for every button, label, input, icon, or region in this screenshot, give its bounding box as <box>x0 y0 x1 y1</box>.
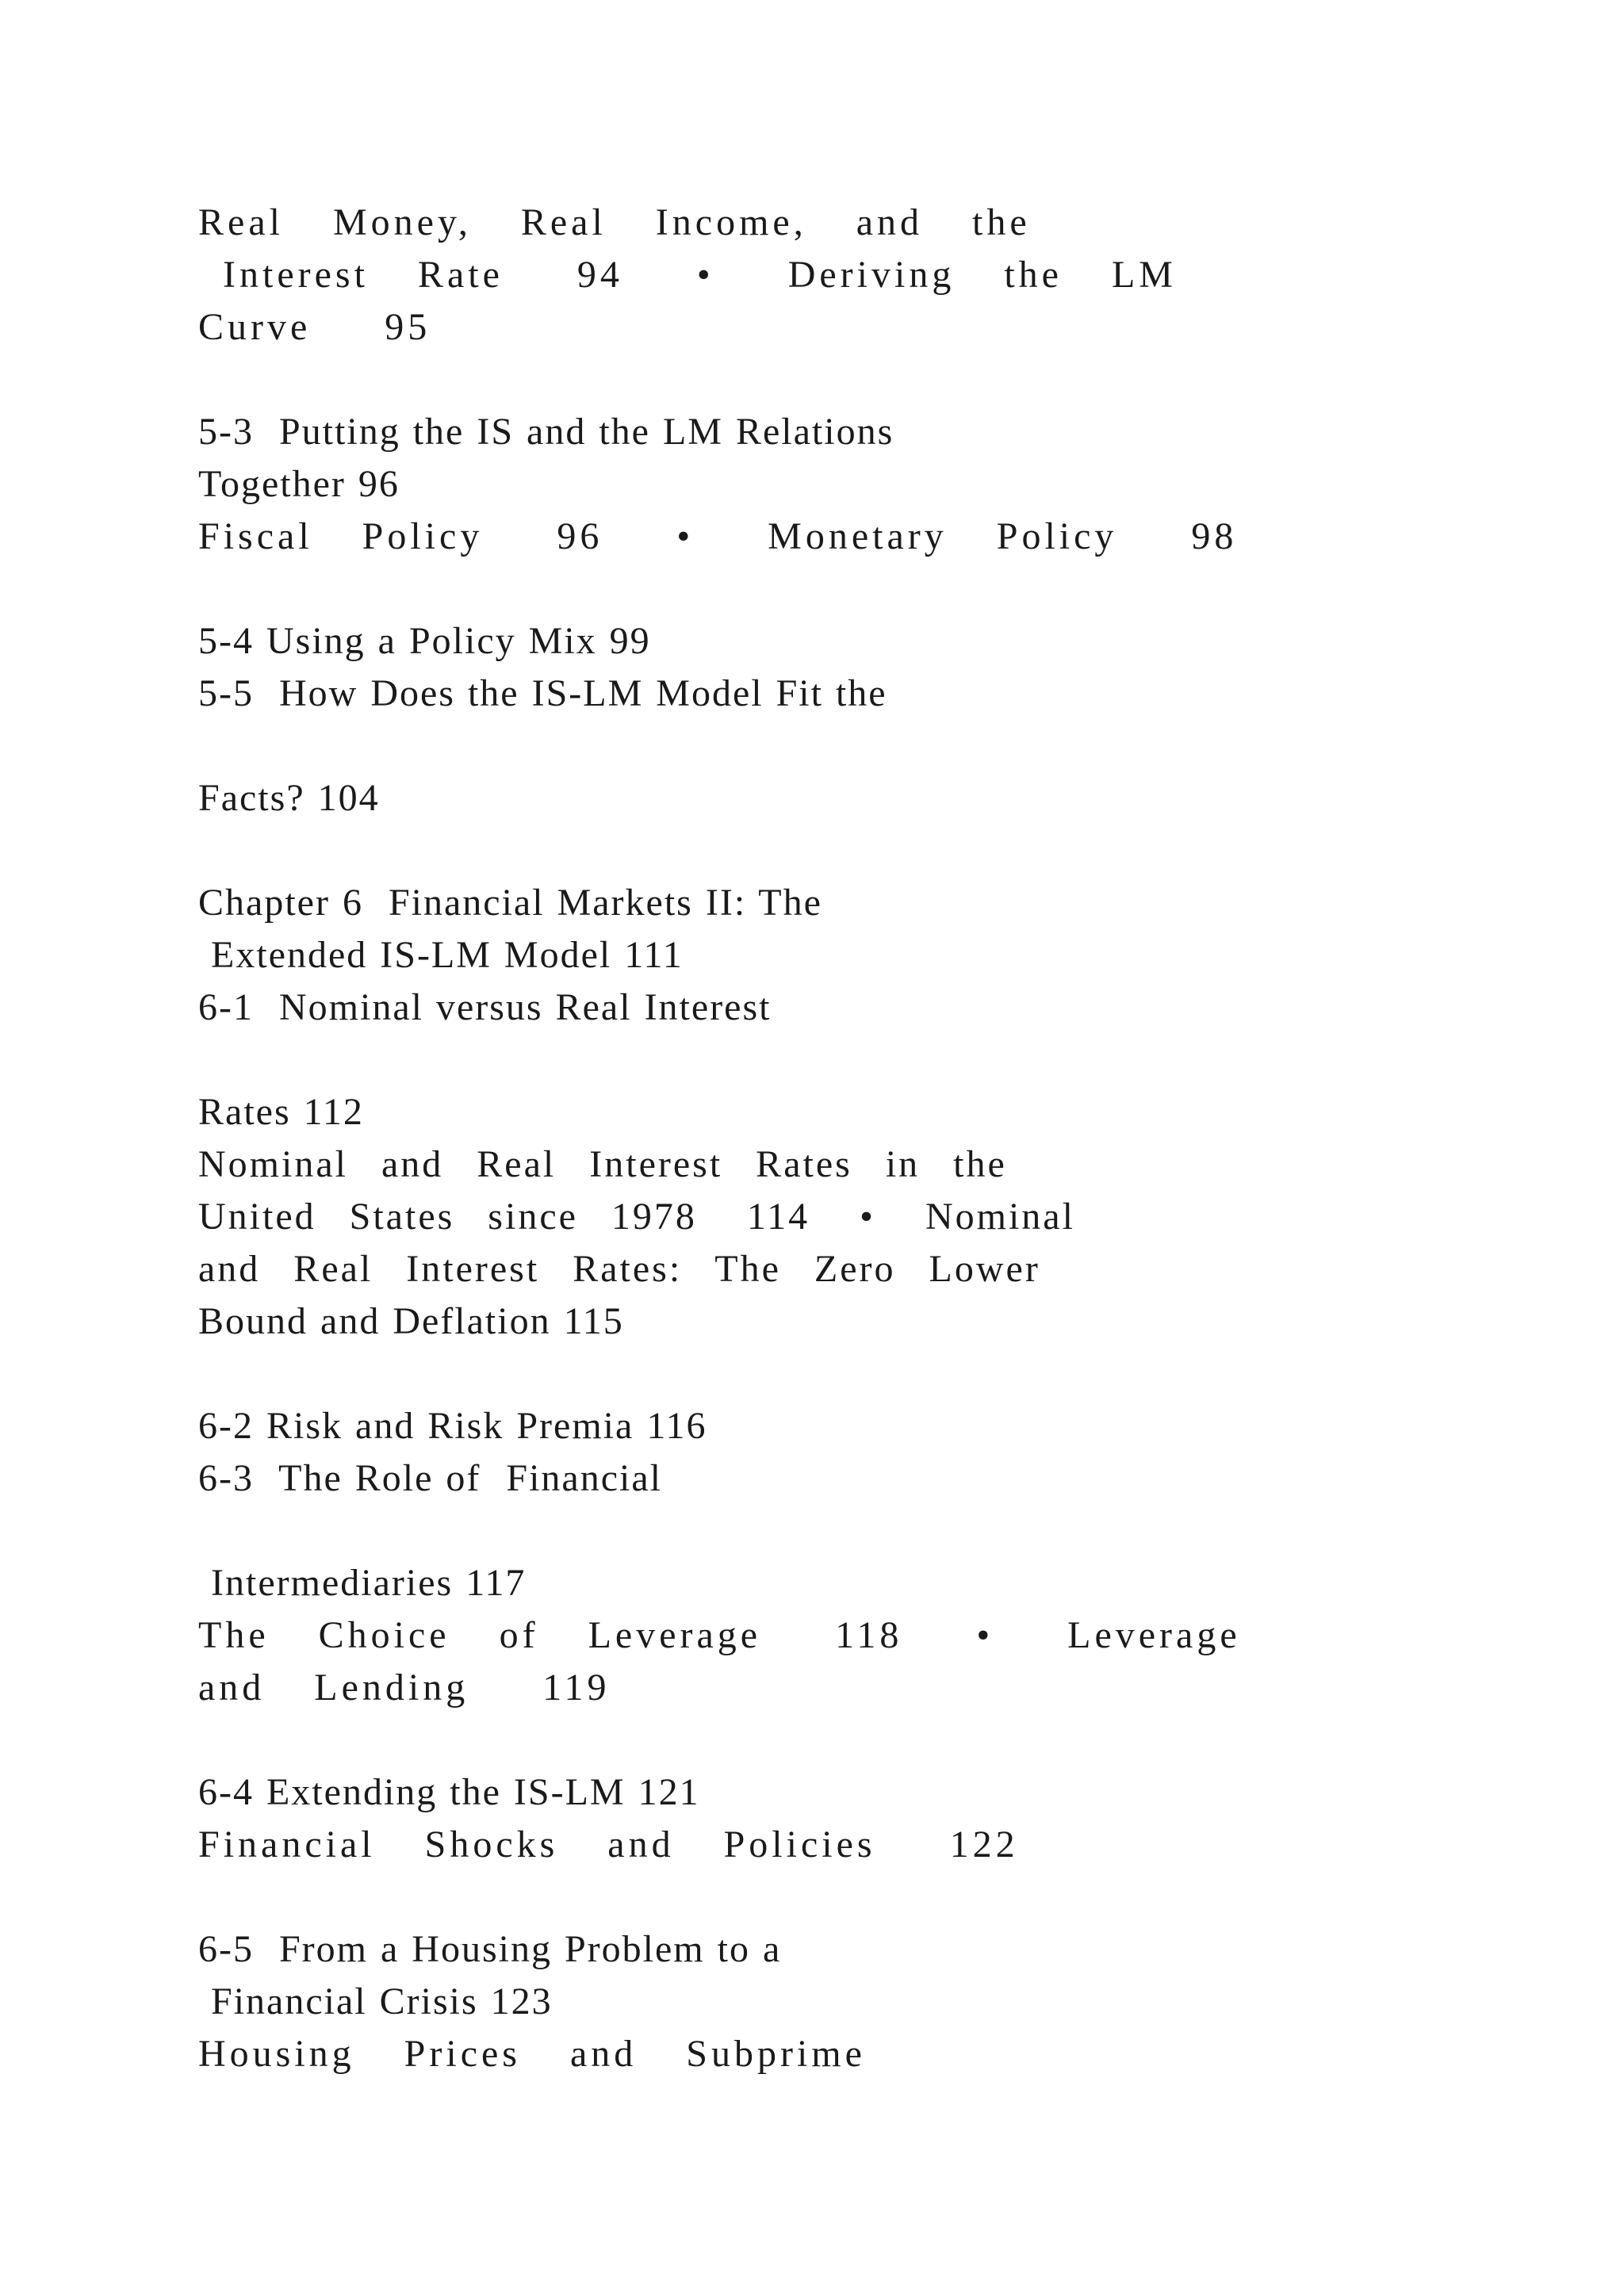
text-line: and Lending 119 <box>198 1667 611 1709</box>
text-line: Extended IS-LM Model 111 <box>198 934 684 976</box>
text-line: 6-2 Risk and Risk Premia 116 <box>198 1405 707 1447</box>
text-line: 5-4 Using a Policy Mix 99 <box>198 620 651 662</box>
text-line: 6-4 Extending the IS-LM 121 <box>198 1771 700 1813</box>
text-line: Interest Rate 94 • Deriving the LM <box>198 254 1177 296</box>
text-line: 6-5 From a Housing Problem to a <box>198 1928 782 1970</box>
text-line: 6-3 The Role of Financial <box>198 1457 662 1499</box>
text-line: Intermediaries 117 <box>198 1562 527 1604</box>
text-line: Fiscal Policy 96 • Monetary Policy 98 <box>198 515 1238 557</box>
text-line: Real Money, Real Income, and the <box>198 201 1031 243</box>
text-line: Chapter 6 Financial Markets II: The <box>198 882 822 924</box>
text-line: Facts? 104 <box>198 777 380 819</box>
text-line: Nominal and Real Interest Rates in the <box>198 1143 1007 1185</box>
text-line: United States since 1978 114 • Nominal <box>198 1196 1075 1238</box>
text-line: 6-1 Nominal versus Real Interest <box>198 986 772 1028</box>
text-line: Bound and Deflation 115 <box>198 1300 624 1342</box>
text-line: and Real Interest Rates: The Zero Lower <box>198 1248 1040 1290</box>
text-line: Housing Prices and Subprime <box>198 2033 866 2075</box>
text-line: Curve 95 <box>198 306 431 348</box>
text-line: Together 96 <box>198 463 400 505</box>
text-line: Rates 112 <box>198 1091 364 1133</box>
text-line: Financial Shocks and Policies 122 <box>198 1823 1019 1866</box>
text-line: 5-5 How Does the IS-LM Model Fit the <box>198 672 887 714</box>
text-line: Financial Crisis 123 <box>198 1980 553 2022</box>
text-line: 5-3 Putting the IS and the LM Relations <box>198 411 894 453</box>
text-line: The Choice of Leverage 118 • Leverage <box>198 1614 1241 1656</box>
